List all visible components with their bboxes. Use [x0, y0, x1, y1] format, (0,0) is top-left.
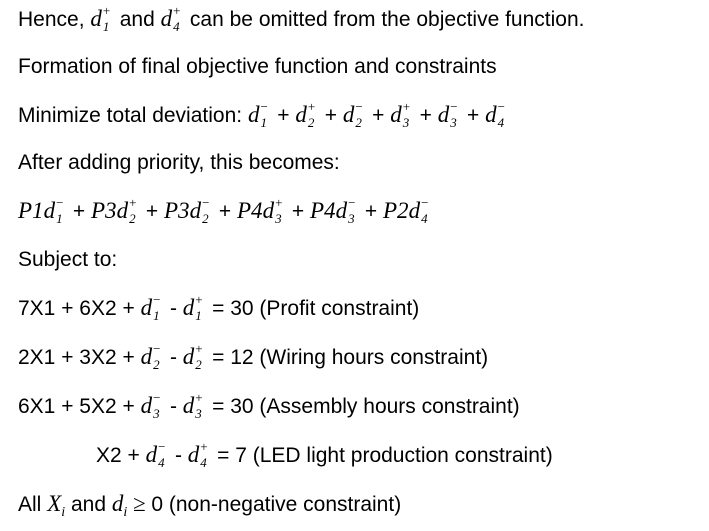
deviation-index: 1	[260, 115, 267, 130]
text-run: -	[164, 297, 183, 320]
deviation-variable: d + 4	[188, 444, 212, 467]
math-symbol: d	[111, 491, 124, 516]
deviation-variable: d + 2	[295, 104, 319, 127]
text-run: +	[286, 200, 310, 223]
deviation-index: 2	[202, 211, 209, 226]
deviation-index: 3	[348, 211, 355, 226]
deviation-index: 3	[402, 115, 410, 130]
text-line-3	[18, 99, 509, 130]
deviation-variable: d − 3	[336, 200, 360, 223]
text-line-11	[18, 491, 401, 521]
text-run: +	[359, 200, 383, 223]
deviation-index: 3	[195, 406, 202, 421]
deviation-sign: −	[158, 439, 166, 454]
deviation-index: 4	[497, 115, 505, 130]
deviation-variable: d − 2	[190, 200, 214, 223]
text-line-10	[96, 439, 553, 470]
deviation-index: 4	[200, 455, 207, 470]
text-run: -	[169, 444, 188, 467]
deviation-sign: +	[102, 3, 111, 18]
deviation-sign: −	[260, 99, 268, 114]
text-run: and	[65, 493, 112, 516]
math-symbol: P3	[91, 198, 117, 223]
math-symbol: P2	[383, 198, 409, 223]
deviation-index: 2	[129, 211, 136, 226]
deviation-index: 2	[195, 357, 202, 372]
deviation-sign: −	[153, 341, 161, 356]
text-run: and	[113, 8, 161, 31]
deviation-sign: −	[348, 195, 356, 210]
text-run: +	[318, 104, 343, 127]
deviation-index: 1	[153, 308, 160, 323]
text-run: +	[461, 104, 486, 127]
text-run: +	[271, 104, 296, 127]
math-symbol: X	[47, 491, 62, 516]
deviation-variable: d + 1	[90, 8, 114, 31]
text-run: X2 +	[96, 444, 146, 467]
deviation-index: 4	[421, 211, 428, 226]
deviation-variable: d − 3	[141, 395, 165, 418]
math-symbol: P3	[164, 198, 190, 223]
deviation-variable: d − 2	[343, 104, 367, 127]
math-symbol: ≥	[127, 491, 152, 516]
deviation-sign: +	[402, 99, 411, 114]
deviation-sign: −	[421, 195, 429, 210]
text-run: +	[413, 104, 438, 127]
text-run: After adding priority, this becomes:	[18, 151, 340, 174]
deviation-variable: d + 2	[117, 200, 141, 223]
text-line-2	[18, 54, 497, 80]
text-line-1	[18, 3, 585, 34]
text-line-8	[18, 341, 489, 372]
deviation-sign: +	[195, 390, 203, 405]
deviation-sign: −	[497, 99, 505, 114]
text-run: +	[67, 200, 91, 223]
deviation-index: 3	[275, 211, 282, 226]
deviation-variable: d + 4	[161, 8, 185, 31]
deviation-sign: +	[173, 3, 181, 18]
text-run: 7X1 + 6X2 +	[18, 297, 141, 320]
deviation-index: 4	[158, 455, 165, 470]
deviation-index: 3	[153, 406, 160, 421]
deviation-variable: d + 3	[183, 395, 207, 418]
deviation-sign: +	[195, 292, 203, 307]
text-run: = 7 (LED light production constraint)	[211, 444, 553, 467]
text-run: = 30 (Profit constraint)	[206, 297, 420, 320]
text-run: can be omitted from the objective function.	[184, 8, 585, 31]
text-run: Formation of final objective function and constraints	[18, 55, 497, 78]
text-run: 0 (non-negative constraint)	[151, 493, 402, 516]
deviation-variable: d + 1	[183, 297, 207, 320]
math-symbol: P4	[237, 198, 263, 223]
text-run: +	[366, 104, 391, 127]
deviation-variable: d − 2	[141, 346, 165, 369]
deviation-variable: d + 3	[390, 104, 414, 127]
deviation-index: 2	[153, 357, 160, 372]
deviation-variable: d − 3	[438, 104, 462, 127]
text-run: -	[164, 346, 183, 369]
text-line-9	[18, 390, 520, 421]
text-line-5	[18, 195, 432, 226]
deviation-sign: +	[307, 99, 316, 114]
text-run: 2X1 + 3X2 +	[18, 346, 141, 369]
text-line-7	[18, 292, 420, 323]
text-run: +	[140, 200, 164, 223]
deviation-sign: −	[56, 195, 64, 210]
deviation-sign: −	[450, 99, 458, 114]
text-run: = 12 (Wiring hours constraint)	[206, 346, 489, 369]
text-run: = 30 (Assembly hours constraint)	[206, 395, 520, 418]
deviation-sign: −	[202, 195, 210, 210]
text-run: Subject to:	[18, 248, 118, 271]
deviation-sign: −	[355, 99, 363, 114]
deviation-variable: d − 1	[248, 104, 272, 127]
text-line-4	[18, 150, 340, 176]
deviation-sign: −	[153, 292, 161, 307]
deviation-sign: +	[195, 341, 203, 356]
deviation-index: 1	[195, 308, 202, 323]
deviation-sign: +	[200, 439, 208, 454]
deviation-variable: d − 4	[409, 200, 433, 223]
deviation-index: 1	[56, 211, 63, 226]
deviation-index: 1	[102, 19, 110, 34]
text-run: Hence,	[18, 8, 91, 31]
deviation-variable: d − 1	[141, 297, 165, 320]
deviation-index: 4	[173, 19, 180, 34]
deviation-variable: d + 2	[183, 346, 207, 369]
math-subscript: i	[123, 505, 128, 520]
deviation-index: 3	[450, 115, 457, 130]
text-run: 6X1 + 5X2 +	[18, 395, 141, 418]
text-run: Minimize total deviation:	[18, 104, 248, 127]
math-subscript: i	[61, 505, 66, 520]
deviation-index: 2	[355, 115, 362, 130]
deviation-sign: +	[275, 195, 283, 210]
deviation-sign: +	[129, 195, 137, 210]
deviation-variable: d − 4	[485, 104, 509, 127]
deviation-variable: d + 3	[263, 200, 287, 223]
text-run: All	[18, 493, 48, 516]
deviation-index: 2	[307, 115, 315, 130]
text-line-6	[18, 247, 117, 273]
math-symbol: P1	[18, 198, 44, 223]
deviation-variable: d − 1	[44, 200, 68, 223]
text-run: -	[164, 395, 183, 418]
math-symbol: P4	[310, 198, 336, 223]
text-run: +	[213, 200, 237, 223]
deviation-sign: −	[153, 390, 161, 405]
deviation-variable: d − 4	[146, 444, 170, 467]
